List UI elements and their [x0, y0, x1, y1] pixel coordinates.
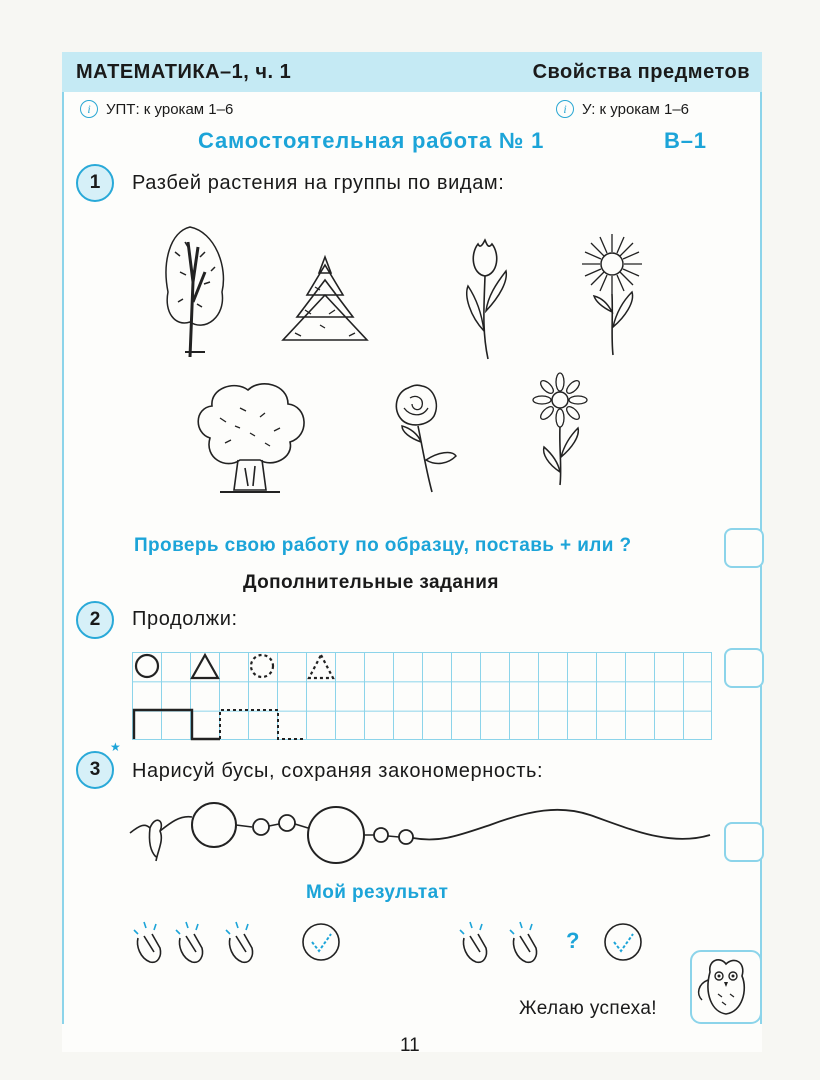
task-3-text: Нарисуй бусы, сохраняя закономерность:	[132, 760, 544, 782]
owl-mascot-icon	[690, 950, 762, 1024]
task-2-text: Продолжи:	[132, 608, 238, 630]
pattern-shapes	[132, 652, 332, 742]
birch-tree-image	[160, 222, 230, 357]
self-check-box-1[interactable]	[724, 528, 764, 568]
header-subject: МАТЕМАТИКА–1, ч. 1	[76, 60, 292, 83]
clapping-hands-icon	[130, 916, 270, 968]
tulip-image	[460, 236, 515, 361]
subheader-right	[556, 100, 689, 118]
triangle-shape	[192, 655, 218, 678]
step-line-dotted	[220, 710, 306, 739]
task-number-2: 2	[76, 601, 114, 639]
header-bar	[62, 52, 762, 92]
check-instruction: Проверь свою работу по образцу, поставь + или ?	[134, 535, 632, 556]
task-number-3: 3	[76, 751, 114, 789]
subheader-left-text: УПТ: к урокам 1–6	[106, 100, 234, 118]
wish-text: Желаю успеха!	[519, 998, 657, 1019]
check-circle-icon[interactable]	[301, 922, 341, 962]
circle-shape	[136, 655, 158, 677]
self-check-box-3[interactable]	[724, 822, 764, 862]
header-topic: Свойства предметов	[532, 60, 750, 83]
beads-drawing[interactable]	[130, 795, 720, 865]
aster-image	[580, 232, 650, 357]
self-check-box-2[interactable]	[724, 648, 764, 688]
task-1-text: Разбей растения на группы по видам:	[132, 172, 505, 194]
dotted-circle-shape	[251, 655, 273, 677]
info-icon: i	[80, 100, 98, 118]
question-mark: ?	[566, 928, 580, 953]
task-number-1: 1	[76, 164, 114, 202]
fir-tree-image	[275, 255, 375, 345]
step-line-solid	[134, 710, 220, 739]
star-icon: ★	[110, 740, 121, 754]
variant-label: В–1	[664, 128, 707, 153]
subheader-left	[80, 100, 233, 118]
subheader-right-text: У: к урокам 1–6	[582, 100, 690, 118]
page-number: 11	[400, 1035, 420, 1056]
clapping-hands-icon	[456, 916, 556, 968]
rose-image	[388, 380, 463, 495]
info-icon: i	[556, 100, 574, 118]
result-title: Мой результат	[306, 882, 449, 903]
check-circle-icon[interactable]	[603, 922, 643, 962]
worksheet-title: Самостоятельная работа № 1	[198, 128, 545, 153]
dotted-triangle-shape	[309, 655, 333, 678]
extra-tasks-title: Дополнительные задания	[243, 572, 499, 593]
oak-tree-image	[190, 378, 310, 496]
chamomile-image	[528, 372, 598, 487]
